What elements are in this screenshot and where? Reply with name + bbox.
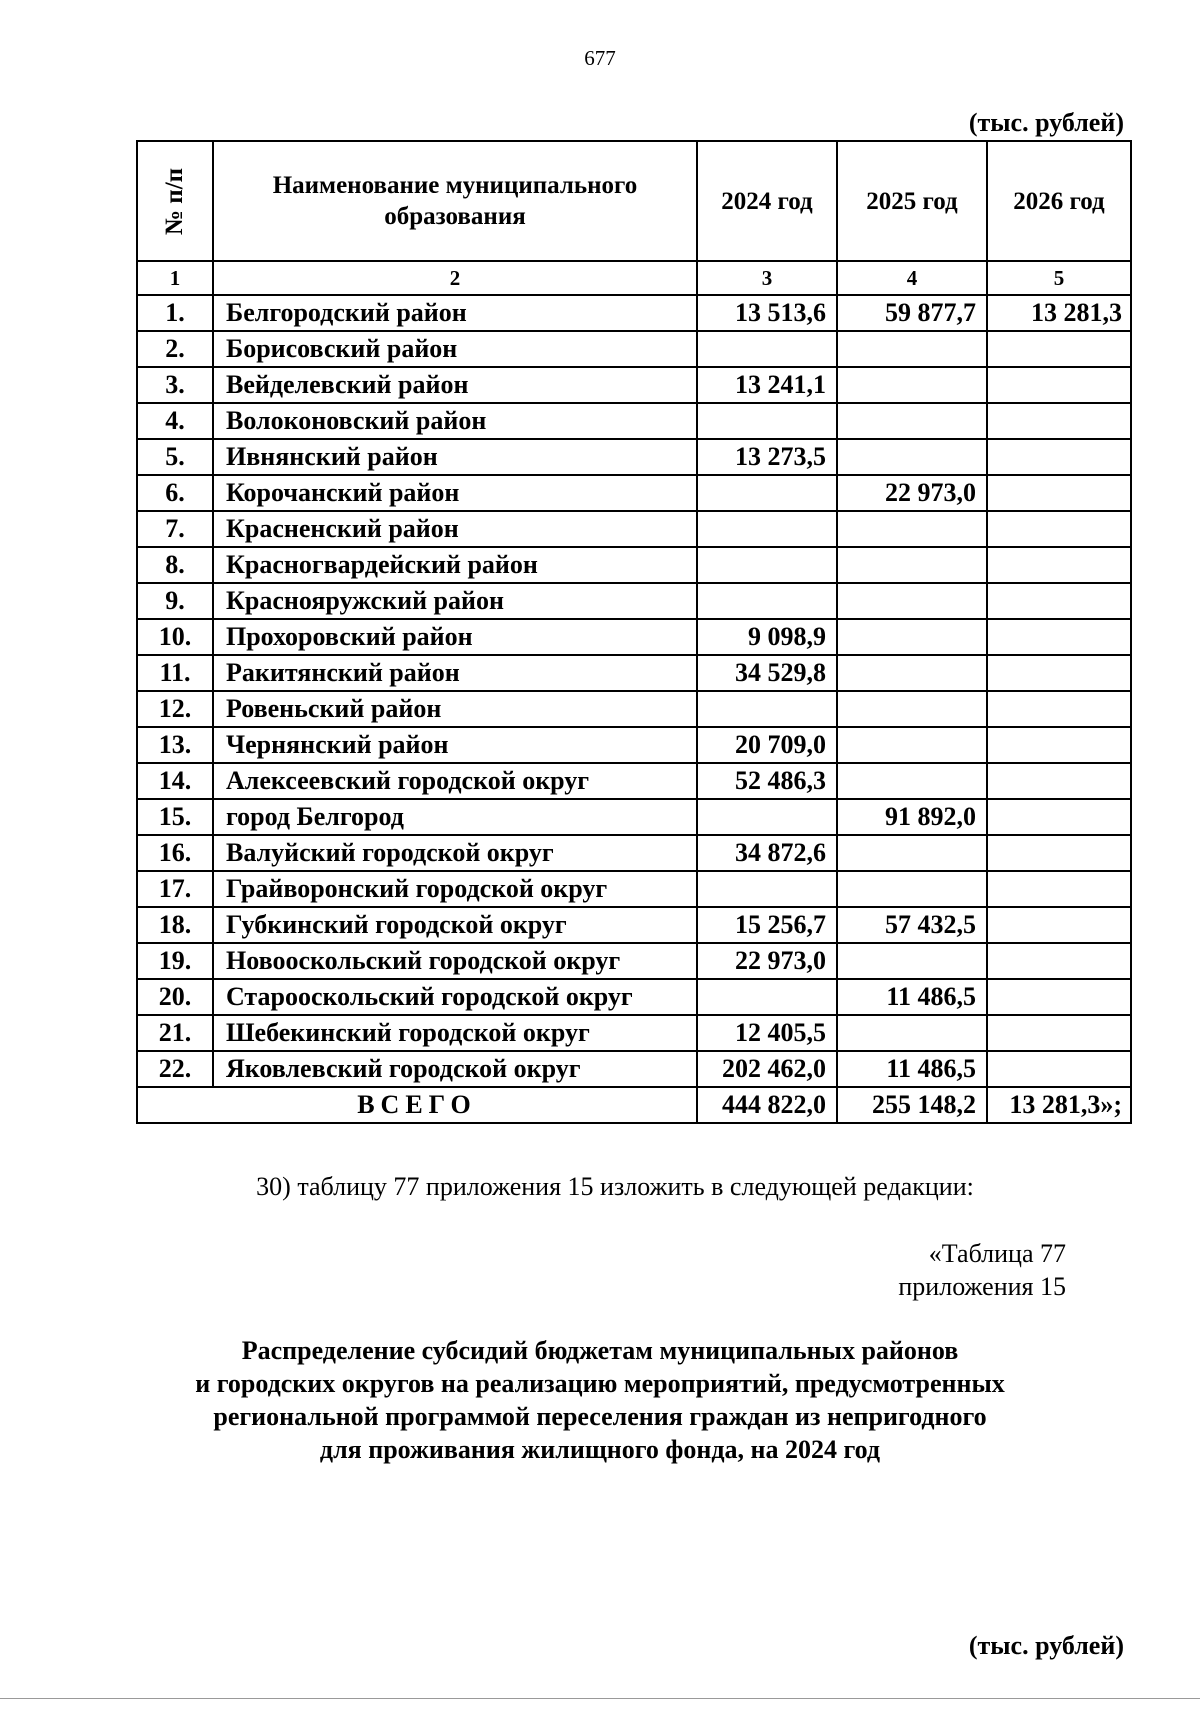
row-2026 — [987, 943, 1131, 979]
row-2026 — [987, 367, 1131, 403]
col-number: 1 — [137, 261, 213, 295]
table-body — [137, 295, 1131, 1087]
row-name: Алексеевский городской округ — [213, 763, 697, 799]
row-2026 — [987, 1051, 1131, 1087]
row-2025: 91 892,0 — [837, 799, 987, 835]
table-row — [137, 1051, 1131, 1087]
row-number: 21. — [137, 1015, 213, 1051]
table-header-row — [137, 141, 1131, 261]
row-name: Новооскольский городской округ — [213, 943, 697, 979]
row-2024: 13 513,6 — [697, 295, 837, 331]
row-2025: 11 486,5 — [837, 979, 987, 1015]
row-2025 — [837, 511, 987, 547]
row-number: 12. — [137, 691, 213, 727]
table-row — [137, 583, 1131, 619]
row-2026 — [987, 511, 1131, 547]
row-2026 — [987, 727, 1131, 763]
row-2025: 57 432,5 — [837, 907, 987, 943]
row-2026 — [987, 547, 1131, 583]
row-2024: 22 973,0 — [697, 943, 837, 979]
row-name: Ракитянский район — [213, 655, 697, 691]
row-number: 4. — [137, 403, 213, 439]
table-reference-line: приложения 15 — [898, 1272, 1066, 1301]
total-label: ВСЕГО — [137, 1087, 697, 1123]
row-2025: 22 973,0 — [837, 475, 987, 511]
row-2025 — [837, 691, 987, 727]
header-name: Наименование муниципального образования — [213, 141, 697, 261]
row-2024: 34 872,6 — [697, 835, 837, 871]
table-row — [137, 1015, 1131, 1051]
row-2025 — [837, 1015, 987, 1051]
row-number: 10. — [137, 619, 213, 655]
title-line: региональной программой переселения граждан из непригодного — [213, 1402, 987, 1431]
row-2026: 13 281,3 — [987, 295, 1131, 331]
table-row — [137, 871, 1131, 907]
header-num: № п/п — [137, 141, 213, 261]
col-number: 2 — [213, 261, 697, 295]
row-number: 15. — [137, 799, 213, 835]
row-number: 6. — [137, 475, 213, 511]
subsidy-table — [136, 140, 1132, 1124]
row-2024: 9 098,9 — [697, 619, 837, 655]
row-2026 — [987, 1015, 1131, 1051]
column-number-row — [137, 261, 1131, 295]
table-row — [137, 475, 1131, 511]
row-2025 — [837, 547, 987, 583]
row-2025 — [837, 619, 987, 655]
row-2024: 20 709,0 — [697, 727, 837, 763]
row-2024 — [697, 799, 837, 835]
row-2024 — [697, 691, 837, 727]
row-name: Ивнянский район — [213, 439, 697, 475]
row-name: Губкинский городской округ — [213, 907, 697, 943]
table-row — [137, 979, 1131, 1015]
row-2024: 52 486,3 — [697, 763, 837, 799]
row-2024: 13 273,5 — [697, 439, 837, 475]
row-name: Борисовский район — [213, 331, 697, 367]
row-2026 — [987, 403, 1131, 439]
row-2024 — [697, 871, 837, 907]
header-2026: 2026 год — [987, 141, 1131, 261]
row-number: 19. — [137, 943, 213, 979]
row-number: 17. — [137, 871, 213, 907]
row-number: 2. — [137, 331, 213, 367]
row-2024 — [697, 331, 837, 367]
row-2025 — [837, 439, 987, 475]
row-2024 — [697, 511, 837, 547]
row-name: Валуйский городской округ — [213, 835, 697, 871]
units-label: (тыс. рублей) — [968, 108, 1124, 137]
table-row — [137, 655, 1131, 691]
title-line: для проживания жилищного фонда, на 2024 год — [319, 1435, 881, 1464]
row-2025 — [837, 835, 987, 871]
row-number: 22. — [137, 1051, 213, 1087]
row-2025 — [837, 367, 987, 403]
row-2026 — [987, 835, 1131, 871]
title-line: и городских округов на реализацию мероприятий, предусмотренных — [195, 1369, 1005, 1398]
row-2024 — [697, 403, 837, 439]
total-2024: 444 822,0 — [697, 1087, 837, 1123]
row-name: Вейделевский район — [213, 367, 697, 403]
table-row — [137, 619, 1131, 655]
row-number: 3. — [137, 367, 213, 403]
row-2025: 11 486,5 — [837, 1051, 987, 1087]
row-2026 — [987, 907, 1131, 943]
total-2025: 255 148,2 — [837, 1087, 987, 1123]
row-2024: 202 462,0 — [697, 1051, 837, 1087]
row-number: 11. — [137, 655, 213, 691]
row-number: 7. — [137, 511, 213, 547]
table-row — [137, 439, 1131, 475]
row-number: 1. — [137, 295, 213, 331]
row-2025 — [837, 655, 987, 691]
scan-edge-line — [0, 1698, 1200, 1699]
row-number: 14. — [137, 763, 213, 799]
row-name: Чернянский район — [213, 727, 697, 763]
col-number: 3 — [697, 261, 837, 295]
row-2026 — [987, 655, 1131, 691]
instruction-text: 30) таблицу 77 приложения 15 изложить в следующей редакции: — [256, 1172, 974, 1201]
row-name: Шебекинский городской округ — [213, 1015, 697, 1051]
header-2025: 2025 год — [837, 141, 987, 261]
table-row — [137, 835, 1131, 871]
row-name: Белгородский район — [213, 295, 697, 331]
row-2024 — [697, 583, 837, 619]
table-row — [137, 799, 1131, 835]
header-2024: 2024 год — [697, 141, 837, 261]
row-2025 — [837, 727, 987, 763]
row-2026 — [987, 871, 1131, 907]
row-2026 — [987, 691, 1131, 727]
total-row — [137, 1087, 1131, 1123]
table-row — [137, 907, 1131, 943]
section-title — [0, 1334, 1200, 1466]
row-name: Красненский район — [213, 511, 697, 547]
row-2024 — [697, 979, 837, 1015]
row-number: 13. — [137, 727, 213, 763]
table-row — [137, 727, 1131, 763]
row-name: Ровеньский район — [213, 691, 697, 727]
col-number: 4 — [837, 261, 987, 295]
title-line: Распределение субсидий бюджетам муниципальных районов — [241, 1336, 959, 1365]
col-number: 5 — [987, 261, 1131, 295]
row-name: Красногвардейский район — [213, 547, 697, 583]
row-2026 — [987, 475, 1131, 511]
row-2026 — [987, 583, 1131, 619]
row-2026 — [987, 799, 1131, 835]
table-reference-line: «Таблица 77 — [928, 1239, 1066, 1268]
row-2026 — [987, 763, 1131, 799]
table-row — [137, 547, 1131, 583]
row-2025 — [837, 331, 987, 367]
row-2026 — [987, 619, 1131, 655]
row-name: Корочанский район — [213, 475, 697, 511]
table-row — [137, 691, 1131, 727]
row-number: 8. — [137, 547, 213, 583]
table-row — [137, 295, 1131, 331]
row-2025: 59 877,7 — [837, 295, 987, 331]
row-name: Краснояружский район — [213, 583, 697, 619]
row-number: 5. — [137, 439, 213, 475]
row-2025 — [837, 763, 987, 799]
units-label-bottom: (тыс. рублей) — [968, 1631, 1124, 1660]
table-reference — [898, 1237, 1066, 1303]
page-number: 677 — [584, 46, 616, 70]
total-2026: 13 281,3»; — [987, 1087, 1131, 1123]
row-name: город Белгород — [213, 799, 697, 835]
table-row — [137, 943, 1131, 979]
row-number: 18. — [137, 907, 213, 943]
row-2025 — [837, 403, 987, 439]
table-row — [137, 367, 1131, 403]
row-2025 — [837, 583, 987, 619]
row-2024: 15 256,7 — [697, 907, 837, 943]
row-2024: 12 405,5 — [697, 1015, 837, 1051]
row-2025 — [837, 943, 987, 979]
row-2025 — [837, 871, 987, 907]
row-2024: 34 529,8 — [697, 655, 837, 691]
row-name: Волоконовский район — [213, 403, 697, 439]
row-name: Яковлевский городской округ — [213, 1051, 697, 1087]
row-number: 20. — [137, 979, 213, 1015]
table-row — [137, 331, 1131, 367]
row-2026 — [987, 979, 1131, 1015]
row-name: Прохоровский район — [213, 619, 697, 655]
row-2024 — [697, 475, 837, 511]
table-row — [137, 763, 1131, 799]
row-2026 — [987, 331, 1131, 367]
row-name: Грайворонский городской округ — [213, 871, 697, 907]
row-2024: 13 241,1 — [697, 367, 837, 403]
row-name: Старооскольский городской округ — [213, 979, 697, 1015]
row-2024 — [697, 547, 837, 583]
row-2026 — [987, 439, 1131, 475]
row-number: 9. — [137, 583, 213, 619]
row-number: 16. — [137, 835, 213, 871]
table-row — [137, 403, 1131, 439]
table-row — [137, 511, 1131, 547]
